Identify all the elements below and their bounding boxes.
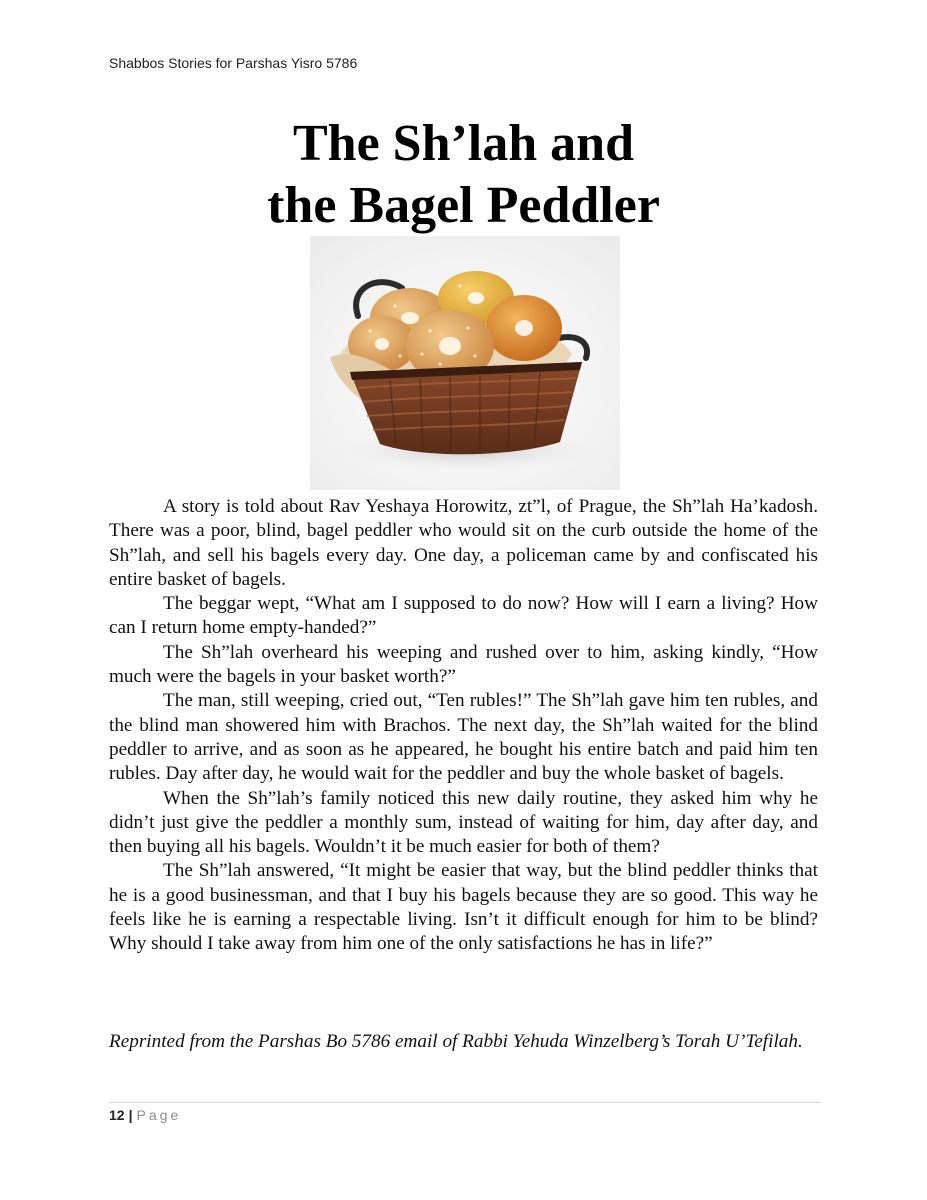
story-body [109,495,818,957]
footer-divider [109,1102,821,1103]
bagel-basket-photo [310,236,620,490]
page-number: 12 [109,1107,125,1123]
story-paragraph: The Sh”lah overheard his weeping and rushed over to him, asking kindly, “How much were the bagels in your basket worth?” [109,641,818,688]
page-footer [109,1107,181,1123]
page-label: Page [136,1107,182,1123]
story-paragraph: A story is told about Rav Yeshaya Horowitz, zt”l, of Prague, the Sh”lah Ha’kadosh. There was a poor, blind, bagel peddler who would sit on the curb outside the home of the Sh”lah, and sell his bagels every day. One day, a policeman came by and confiscated his entire basket of bagels. [109,496,818,590]
title-line-1: The Sh’lah and [292,115,635,172]
running-header: Shabbos Stories for Parshas Yisro 5786 [109,55,358,71]
page-title [0,113,927,237]
story-paragraph: The beggar wept, “What am I supposed to do now? How will I earn a living? How can I return home empty-handed?” [109,593,818,639]
bagel-basket-icon [310,236,620,490]
footer-separator: | [128,1107,133,1123]
story-paragraph: The man, still weeping, cried out, “Ten rubles!” The Sh”lah gave him ten rubles, and the blind man showered him with Brachos. The next day, the Sh”lah waited for the blind peddler to arrive, and as soon as he appeared, he bought his entire batch and paid him ten rubles. Day after day, he would wait for the peddler and buy the whole basket of bagels. [109,690,818,785]
story-paragraph: The Sh”lah answered, “It might be easier that way, but the blind peddler thinks that he is a good businessman, and that I buy his bagels because they are so good. This way he feels like he is earning a respectable living. Isn’t it difficult enough for him to be blind? Why should I take away from him one of the only satisfactions he has in life?” [109,860,818,955]
story-paragraph: When the Sh”lah’s family noticed this new daily routine, they asked him why he didn’t just give the peddler a monthly sum, instead of waiting for him, day after day, and then buying all his bagels. Wouldn’t it be much easier for both of them? [109,787,818,858]
title-line-2: the Bagel Peddler [267,177,660,234]
reprint-credit: Reprinted from the Parshas Bo 5786 email of Rabbi Yehuda Winzelberg’s Torah U’Tefilah. [109,1031,803,1052]
